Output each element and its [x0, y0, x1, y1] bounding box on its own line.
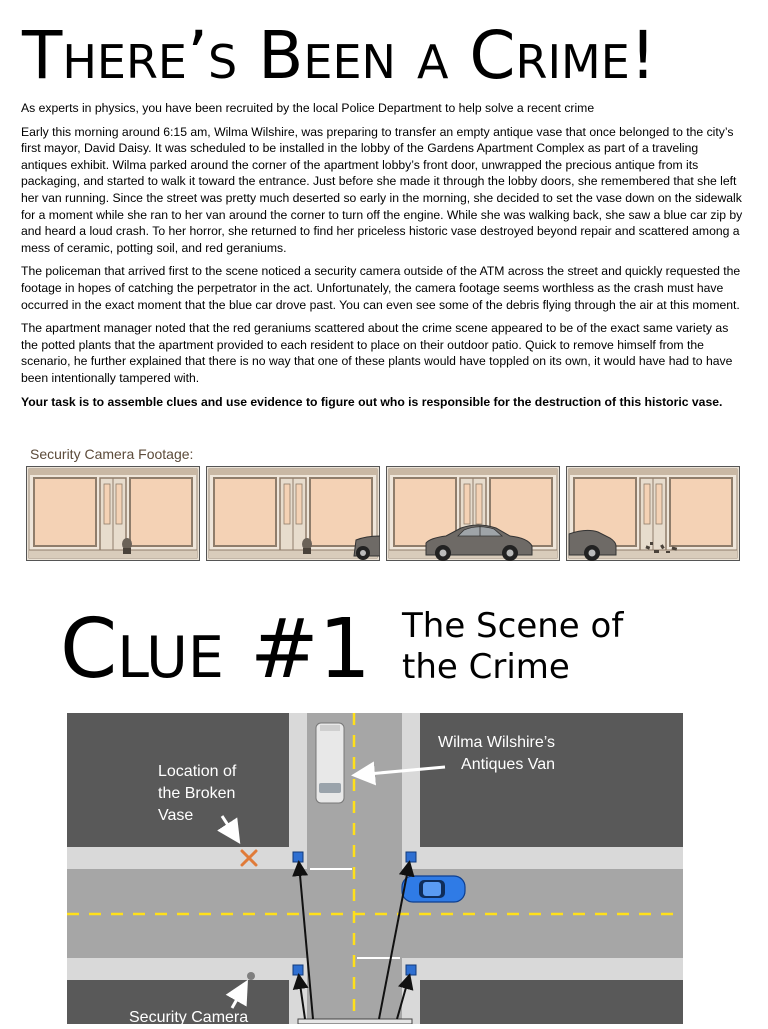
- story-paragraph: The apartment manager noted that the red geraniums scattered about the crime scene appeared to be of the exact same variety as the potted plants that the apartment provided to each resident to place on their outdoor patio. Quick to remove himself from the scenario, he further explained that there is no way that one of these plants would have toppled on its own, it would have had to have been intentionally tampered with.: [21, 321, 733, 385]
- label-line: Location of: [158, 763, 237, 780]
- story-paragraph: Early this morning around 6:15 am, Wilma Wilshire, was preparing to transfer an empty antique vase that once belonged to the city’s first mayor, David Daisy. It was scheduled to be installed in the lobby of the Gardens Apartment Complex as part of a traveling antiques exhibit. Wilma parked around the corner of the apartment lobby’s front door, unwrapped the precious antique from its packaging, and started to walk it toward the entrance. Just before she made it through the lobby doors, she remembered that she left her van running. Since the street was pretty much deserted so early in the morning, she decided to set the vase down on the sidewalk for a moment while she ran to her van around the corner to turn off the engine. While she was walking back, she saw a blue car zip by and heard a loud crash. To her horror, she returned to find her priceless historic vase destroyed beyond repair and scattered among a mess of ceramic, potting soil, and red geraniums.: [21, 124, 743, 255]
- label-line: the Broken: [158, 785, 236, 802]
- label-line: Wilma Wilshire’s: [438, 734, 556, 751]
- blue-car-icon: [402, 876, 465, 902]
- footage-label: Security Camera Footage:: [30, 446, 194, 462]
- footage-frame-4: [566, 466, 740, 561]
- intro-paragraph: As experts in physics, you have been recruited by the local Police Department to help solve a recent crime: [21, 101, 595, 115]
- label-vase-location: [158, 761, 236, 827]
- clue-subtitle-line: the Crime: [402, 647, 570, 687]
- camera-icon: [293, 852, 303, 862]
- footage-strip: [26, 466, 742, 563]
- task-paragraph: Your task is to assemble clues and use evidence to figure out who is responsible for the destruction of this historic vase.: [21, 394, 723, 409]
- van-icon: [316, 723, 344, 803]
- footage-frame-2: [206, 466, 380, 561]
- page-title: There’s Been a Crime!: [22, 17, 657, 94]
- story-text: [21, 100, 745, 417]
- crime-scene-map: [67, 713, 683, 1024]
- clue-title: Clue #1: [60, 602, 371, 697]
- story-paragraph: The policeman that arrived first to the scene noticed a security camera outside of the ATM across the street and quickly requested the footage in hopes of catching the perpetrator in the act. Unfortunately, the camera footage seems worthless as the crash must have occurred in the exact moment that the blue car drove past. You can even see some of the debris flying through the air at this moment.: [21, 264, 741, 312]
- camera-icon: [406, 852, 416, 862]
- label-line: Vase: [158, 807, 194, 824]
- camera-icon: [293, 965, 303, 975]
- footage-frame-3: [386, 466, 560, 561]
- crime-scene-map-drawing: [67, 713, 683, 1024]
- clue-subtitle: [402, 606, 702, 688]
- label-security-camera: Security Camera: [129, 1009, 249, 1026]
- clue-subtitle-line: The Scene of: [402, 606, 624, 646]
- label-line: Antiques Van: [461, 756, 556, 773]
- label-van: [438, 732, 555, 776]
- city-block: [420, 980, 683, 1024]
- footage-frame-1: [26, 466, 200, 561]
- atm-camera-icon: [247, 972, 255, 980]
- camera-icon: [406, 965, 416, 975]
